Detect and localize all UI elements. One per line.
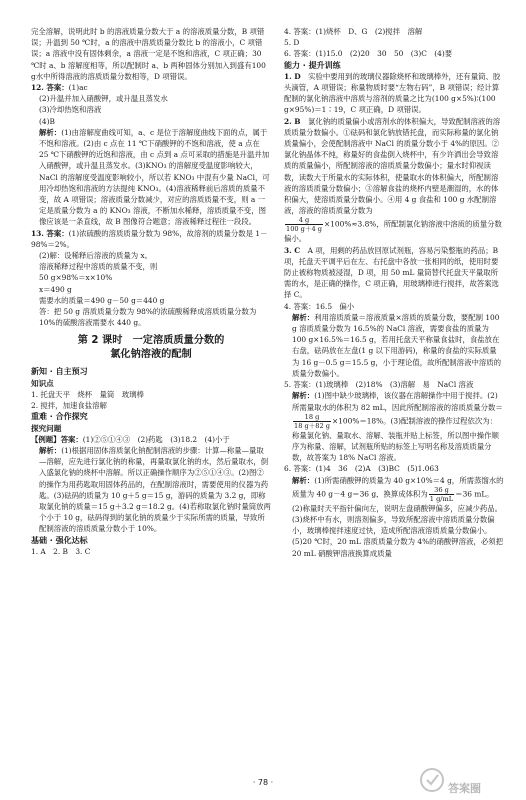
basic-answers: 1. A 2. B 3. C (31, 546, 91, 556)
right-column (284, 26, 504, 559)
section-chongnan: 重难 · 合作探究 (31, 412, 88, 422)
lesson-title (31, 334, 271, 362)
ability-answer-6-analysis-text2: ＝36 mL。(2)称量时天平指针偏向左，说明左盘硝酸钾偏多，应减少药品。(3)烧杯中有水，则溶剂偏多，导致所配溶液中溶质质量分数偏小，玻璃棒搅拌速度过快，造成所配溶液溶质质量分数偏小。(5)20 ℃时，20 mL 溶质质量分数为 4%的硝酸钾溶液，必须把 20 mL 硝酸钾溶液换算成质量 (292, 489, 504, 558)
subsection-tanjiu: 探究问题 (31, 423, 62, 433)
fraction-1-denominator: 100 g＋4 g (286, 225, 323, 234)
section-xinzhi: 新知 · 自主预习 (31, 367, 88, 377)
ability-answer-5-analysis-text2: ×100%＝18%。(3)配制溶液的操作过程依次为：称量氯化钠、量取水、溶解、装瓶并贴上标签，所以图中操作顺序为称量、溶解，试剂瓶所贴的标签上写明名称及溶质质量分数，故答案为 18% NaCl 溶液。 (292, 416, 499, 463)
section-jichu: 基础 · 强化达标 (31, 535, 88, 545)
ability-answer-4-analysis (284, 312, 504, 379)
lesson-title-line2: 氯化钠溶液的配制 (110, 349, 192, 361)
ability-item-2 (284, 116, 504, 217)
ability-answer-4: 4. 答案：16.5 偏小 (284, 301, 355, 311)
q13-part2: (2)解：设稀释后溶液的质量为 x。 (39, 251, 153, 261)
q12-analysis-label: 解析： (39, 127, 62, 137)
fraction-3-numerator: 36 g (429, 486, 454, 495)
ability-answer-6-analysis (284, 475, 504, 559)
q13-answer (31, 228, 271, 250)
q12-analysis-text: (1)由溶解度曲线可知，a、c 是位于溶解度曲线下面的点，属于不饱和溶液。(2)由 c 点在 11 ℃下硝酸钾的不饱和溶液，使 a 点在 25 ℃下硝酸钾的近饱和溶液，由 c 点到 a 点可采取的措施是升温并加入硝酸钾，或升温且蒸发水。(3)KNO₃ 的溶解度受温度影响较大，NaCl 的溶解度受温度影响较小，所以若 KNO₃ 中混有少量 NaCl，可用冷却热饱和溶液的方法提纯 KNO₃。(4)溶液稀释前后溶质的质量不变，故 A 项错误；溶液质量分数减少，对应的溶质质量不变，则 a 一定是质量分数为 a 的 KNO₃ 溶液，不断加水稀释，溶质质量不变，图像应该是一条直线，故 B 图像符合题意；溶液稀释过程往一段段。 (39, 127, 270, 227)
q13-part6: 需要水的质量＝490 g－50 g＝440 g (39, 295, 165, 305)
ability-answer-4-analysis-label: 解析： (292, 312, 315, 322)
fraction-3-denominator: 1 g/mL (429, 494, 454, 503)
right-answer-4: 4. 答案：(1)烧杯 D、G (2)搅拌 溶解 (284, 27, 423, 36)
fraction-2-numerator: 18 g (293, 413, 331, 422)
ability-item-2-formula (284, 216, 504, 244)
section-nengli: 能力 · 提升训练 (284, 60, 341, 70)
ability-item-3-text: A 项，用剩的药品放回原试剂瓶，容易污染整瓶的药品；B 项，托盘天平调平后在左、右托盘中各放一张相同的纸，使用时要防止被称物质被浸湿，D 项，用 50 mL 量筒替代托盘天平量取所需的水，是正确的操作，C 项正确，用玻璃棒进行搅拌，故答案选择 C。 (284, 245, 499, 300)
q13-part1: (1)浓硫酸的溶质质量分数为 98%，故溶剂的质量分数是 1－98%＝2%。 (31, 228, 268, 249)
ability-answer-4-analysis-text: 利用溶质质量＝溶液质量×溶质的质量分数，要配制 100 g 溶质质量分数为 16.5%的 NaCl 溶液，需要食盐的质量为 100 g×16.5%＝16.5 g，若用托盘天平称量食盐时，食盐放在右盘，砝码放在左盘(1 g 以下用游码)，称量的食盐的实际质量为 16 g－0.5 g＝15.5 g，小于理论值，故所配制溶液中溶质的质量分数偏小。 (292, 312, 502, 378)
example-answer-text: (1)②⑤①④③ (2)药匙 (3)18.2 (4)小于 (82, 434, 230, 444)
ability-item-2-label: 2. B (284, 116, 308, 126)
right-answer-5: 5. D (284, 38, 300, 48)
q13-part7: 答：把 50 g 溶质质量分数为 98%的浓硫酸稀释成溶质质量分数为 10%的硫酸溶液需要水 440 g。 (39, 307, 257, 328)
ability-answer-5: 5. 答案：(1)玻璃棒 (2)18% (3)溶解 易 NaCl 溶液 (284, 380, 474, 390)
q13-part4: 50 g×98%＝x×10% (39, 273, 113, 283)
ability-item-1 (284, 71, 504, 116)
fraction-2-denominator: 18 g＋82 g (294, 421, 331, 430)
q13-answer-label: 13. 答案： (31, 228, 69, 238)
page-number: · 78 · (252, 778, 274, 787)
q12-answer (31, 82, 271, 93)
example-analysis-label: 解析： (39, 445, 62, 455)
fraction-1-numerator: 4 g (285, 216, 323, 225)
knowledge-item-1: 1. 托盘天平 烧杯 量筒 玻璃棒 (31, 389, 144, 399)
left-paragraph-intro: 完全溶解，说明此时 b 的溶液质量分数大于 a 的溶液质量分数，B 项错误；升温到 50 ℃时，a 的溶液中溶质质量分数比 b 的溶液小，C 项错误；a 溶液中没有固体剩余，a 溶液一定是不饱和溶液，C 项正确；30 ℃时 a、b 溶解度相等，所以配制时 a、b 两种固体分别加入到盛有100 g水中所得溶液的溶质质量分数相等，D 项错误。 (31, 27, 266, 81)
ability-item-1-text: 实验中要用到的玻璃仪器除烧杯和玻璃棒外，还有量筒、胶头滴管，A 项错误；称量物质时要“左物右码”，B 项错误；经计算配制的氯化钠溶液中溶质与溶剂的质量之比为(100 g×5%)∶(100 g×95%)＝1∶19，C 项正确，D 项错误。 (284, 71, 501, 115)
ability-answer-6-analysis-label: 解析： (292, 475, 315, 485)
q13-part5: x＝490 g (39, 284, 72, 294)
ability-answer-5-analysis-label: 解析： (292, 391, 315, 401)
ability-item-3 (284, 245, 504, 301)
right-answer-6: 6. 答案：(1)15.0 (2)20 30 50 (3)C (4)要 (284, 49, 453, 59)
ability-answer-6-analysis-text1: (1)所需硝酸钾的质量为 40 g×10%＝4 g，所需蒸馏水的质量为 40 g－4 g＝36 g，换算成体积为 (292, 475, 504, 499)
q12-analysis (31, 127, 271, 228)
example-answer (31, 434, 271, 445)
lesson-title-line1: 第 2 课时 一定溶质质量分数的 (77, 335, 225, 347)
q12-answer-label: 12. 答案： (31, 83, 69, 93)
q12-part1: (1)ac (68, 83, 88, 93)
q12-part4: (4)B (39, 116, 55, 126)
ability-item-2-text: 氯化钠的质量偏小或溶剂水的体积偏大，导致配制溶液的溶质质量分数偏小。①砝码和氯化钠放错托盘，而实际称量的氯化钠质量偏小，会使配制溶液中 NaCl 的质量分数小于 4%的原因。②氯化钠晶体不纯，称量好的食盐倒入烧杯中，有少许洒出会导致溶质的质量偏小，所配制溶液的溶质质量分数偏小；量水时仰视读数，读数大于所量水的实际体积，使量取水的体积偏大，所配制溶液的溶质质量分数偏小；③溶解食盐的烧杯内壁是潮湿的，水的体积偏大，使溶质质量分数偏小。④用 4 g 食盐和 100 g 水配制溶液，溶液的溶质质量分数为 (284, 116, 501, 216)
watermark-text: 答案圈 (448, 782, 481, 795)
ability-item-3-label: 3. C (284, 245, 308, 255)
fraction-3 (429, 486, 454, 503)
fraction-1 (285, 216, 323, 233)
knowledge-item-2: 2. 搅拌，加速食盐溶解 (31, 401, 107, 411)
example-analysis (31, 445, 271, 535)
fraction-2 (293, 413, 331, 430)
subsection-zhishidian: 知识点 (31, 378, 54, 388)
example-answer-label: 【例题】答案： (31, 434, 83, 444)
left-column (31, 26, 271, 557)
q12-part2: (2)升温并加入硝酸钾，或升温且蒸发水 (39, 94, 168, 104)
ability-answer-5-analysis-text1: (1)图中缺少玻璃棒，该仪器在溶解操作中用于搅拌。(2)所需量取水的体积为 82 mL，因此所配制溶液的溶质质量分数＝ (292, 391, 503, 412)
example-analysis-text: (1)根据用固体溶质氯化钠配制溶液的步骤：计算—称量—量取—溶解，应先进行氯化钠的称量，再量取氯化钠的水，然后量取水，倒入盛氯化钠的烧杯中溶解。所以正确操作顺序为②⑤①④③。(2)图②的操作为用药匙取用固体药品的，在配制溶液时，需要使用的仪器为药匙。(3)砝码的质量为 10 g＋5 g＝15 g，游码的质量为 3.2 g，即称取氯化钠的质量＝15 g＋3.2 g＝18.2 g。(4)若称取氯化钠时量筒放两个小于 10 g，砝码得到的氯化钠的质量少于实际所需的质量，导致所配制溶液的溶质质量分数小于 10%。 (39, 445, 271, 534)
ability-answer-6: 6. 答案：(1)4 36 (2)A (3)BC (5)1.063 (284, 464, 439, 474)
q13-part3: 溶液稀释过程中溶质的质量不变，则 (39, 262, 158, 272)
q12-part3: (3)冷却热饱和溶液 (39, 105, 102, 115)
ability-item-2-tail: ×100%≈3.8%，所配制氯化钠溶液中溶质的质量分数偏小。 (284, 219, 502, 244)
ability-item-1-label: 1. D (284, 71, 309, 81)
ability-answer-5-analysis (284, 390, 504, 463)
